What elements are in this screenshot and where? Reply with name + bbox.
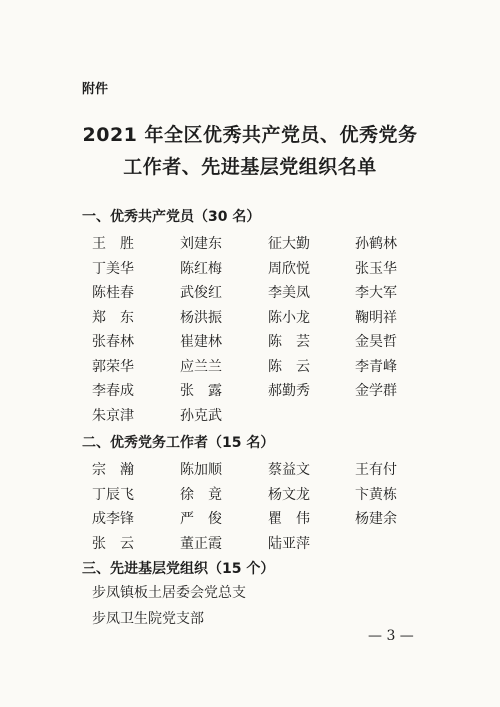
person-name: 蔡益文 (268, 462, 310, 478)
organization-item: 步凤镇板土居委会党总支 (92, 585, 246, 601)
person-name: 孙克武 (180, 407, 222, 424)
person-name: 杨建余 (355, 511, 397, 527)
person-name: 郭荣华 (92, 358, 134, 375)
person-name: 武俊红 (180, 285, 222, 301)
person-name: 金昊哲 (355, 334, 397, 350)
person-name: 陈 芸 (268, 334, 310, 350)
attachment-label: 附件 (82, 82, 109, 97)
person-name: 徐 竟 (180, 486, 222, 503)
person-name: 杨文龙 (268, 486, 310, 503)
advanced-organizations-list (92, 580, 246, 632)
excellent-members-list (92, 232, 435, 428)
person-name: 卞黄栋 (355, 486, 397, 503)
document-title-line-1: 2021 年全区优秀共产党员、优秀党务 (82, 124, 418, 146)
person-name: 张玉华 (355, 260, 397, 277)
person-name: 李春成 (92, 383, 134, 399)
person-name: 瞿 伟 (268, 511, 310, 527)
person-name: 陈 云 (268, 358, 310, 375)
person-name: 张 云 (92, 535, 134, 552)
person-name: 宗 瀚 (92, 462, 134, 478)
page-number: — 3 — (368, 628, 414, 644)
person-name: 张 露 (180, 383, 222, 399)
person-name: 鞠明祥 (355, 309, 397, 326)
person-name: 陈红梅 (180, 260, 222, 277)
person-name: 丁美华 (92, 260, 134, 277)
person-name: 陆亚萍 (268, 535, 310, 552)
section-heading-advanced-organizations: 三、先进基层党组织（15 个） (82, 561, 275, 577)
person-name: 丁辰飞 (92, 486, 134, 503)
party-workers-list (92, 458, 435, 556)
person-name: 金学群 (355, 383, 397, 399)
person-name: 应兰兰 (180, 358, 222, 375)
person-name: 李青峰 (355, 358, 397, 375)
person-name: 孙鹤林 (355, 236, 397, 252)
person-name: 崔建林 (180, 334, 222, 350)
person-name: 李美凤 (268, 285, 310, 301)
person-name: 王有付 (355, 462, 397, 478)
person-name: 周欣悦 (268, 260, 310, 277)
person-name: 朱京津 (92, 407, 134, 424)
section-heading-party-workers: 二、优秀党务工作者（15 名） (82, 435, 275, 451)
document-title-line-2: 工作者、先进基层党组织名单 (123, 156, 377, 178)
person-name: 李大军 (355, 285, 397, 301)
person-name: 张春林 (92, 334, 134, 350)
person-name: 成李锋 (92, 511, 134, 527)
person-name: 杨洪振 (180, 309, 222, 326)
section-heading-excellent-members: 一、优秀共产党员（30 名） (82, 209, 261, 225)
person-name: 陈桂春 (92, 285, 134, 301)
person-name: 郑 东 (92, 309, 134, 326)
person-name: 刘建东 (180, 236, 222, 252)
person-name: 郝勤秀 (268, 383, 310, 399)
organization-item: 步凤卫生院党支部 (92, 611, 204, 627)
person-name: 陈小龙 (268, 309, 310, 326)
person-name: 征大勤 (268, 236, 310, 252)
person-name: 严 俊 (180, 511, 222, 527)
person-name: 董正霞 (180, 535, 222, 552)
person-name: 王 胜 (92, 236, 134, 252)
person-name: 陈加顺 (180, 462, 222, 478)
